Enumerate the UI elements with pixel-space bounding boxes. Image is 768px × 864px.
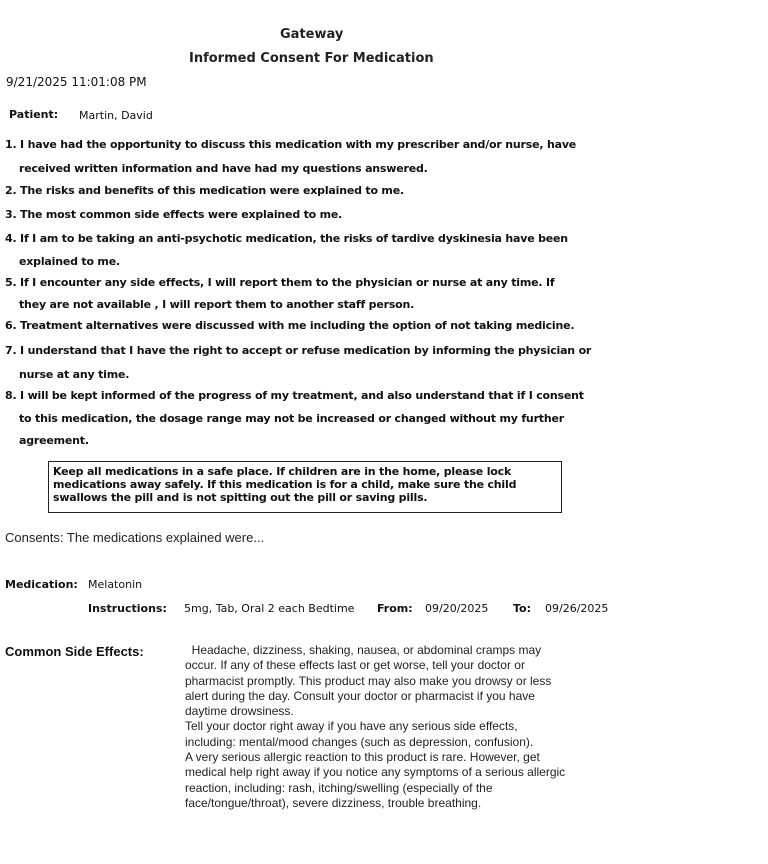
print-timestamp: 9/21/2025 11:01:08 PM bbox=[6, 75, 147, 89]
consents-text: Consents: The medications explained were... bbox=[5, 530, 265, 545]
safety-notice-box bbox=[48, 461, 562, 513]
instructions-label: Instructions: bbox=[88, 602, 167, 615]
consent-item-4: 4. If I am to be taking an anti-psychotic medication, the risks of tardive dyskinesia have been bbox=[5, 232, 568, 245]
consent-item-8-cont2: agreement. bbox=[19, 434, 89, 447]
document-title: Informed Consent For Medication bbox=[189, 51, 434, 66]
side-effects-line: pharmacist promptly. This product may also make you drowsy or less bbox=[185, 673, 552, 688]
side-effects-label: Common Side Effects: bbox=[5, 644, 144, 659]
side-effects-line: A very serious allergic reaction to this product is rare. However, get bbox=[185, 750, 540, 765]
to-label: To: bbox=[513, 602, 531, 615]
patient-label: Patient: bbox=[9, 108, 59, 121]
org-name: Gateway bbox=[280, 27, 344, 42]
side-effects-line: daytime drowsiness. bbox=[185, 704, 294, 719]
safety-notice-line: medications away safely. If this medication is for a child, make sure the child bbox=[53, 478, 517, 491]
side-effects-line: medical help right away if you notice any symptoms of a serious allergic bbox=[185, 765, 566, 780]
consent-item-3: 3. The most common side effects were explained to me. bbox=[5, 208, 343, 221]
consent-item-5: 5. If I encounter any side effects, I will report them to the physician or nurse at any time. If bbox=[5, 276, 555, 289]
consent-item-6: 6. Treatment alternatives were discussed with me including the option of not taking medicine. bbox=[5, 319, 575, 332]
side-effects-line: Tell your doctor right away if you have any serious side effects, bbox=[185, 719, 518, 734]
to-date: 09/26/2025 bbox=[545, 602, 609, 615]
consent-item-1-cont: received written information and have had my questions answered. bbox=[19, 162, 428, 175]
safety-notice-line: Keep all medications in a safe place. If children are in the home, please lock bbox=[53, 465, 512, 478]
side-effects-text bbox=[185, 643, 625, 811]
from-label: From: bbox=[377, 602, 413, 615]
side-effects-line: face/tongue/throat), severe dizziness, trouble breathing. bbox=[185, 795, 482, 810]
medication-label: Medication: bbox=[5, 578, 78, 591]
safety-notice-line: swallows the pill and is not spitting out the pill or saving pills. bbox=[53, 491, 428, 504]
side-effects-line: occur. If any of these effects last or get worse, tell your doctor or bbox=[185, 658, 525, 673]
side-effects-line: alert during the day. Consult your doctor or pharmacist if you have bbox=[185, 688, 535, 703]
from-date: 09/20/2025 bbox=[425, 602, 489, 615]
consent-item-1: 1. I have had the opportunity to discuss this medication with my prescriber and/or nurse, have bbox=[5, 138, 577, 151]
consent-item-8: 8. I will be kept informed of the progress of my treatment, and also understand that if I consent bbox=[5, 389, 584, 402]
patient-name: Martin, David bbox=[79, 109, 153, 122]
consent-item-7: 7. I understand that I have the right to accept or refuse medication by informing the physician or bbox=[5, 344, 592, 357]
side-effects-line: reaction, including: rash, itching/swelling (especially of the bbox=[185, 780, 493, 795]
consent-item-4-cont: explained to me. bbox=[19, 255, 120, 268]
consent-item-5-cont: they are not available , I will report them to another staff person. bbox=[19, 298, 415, 311]
consent-item-8-cont: to this medication, the dosage range may not be increased or changed without my further bbox=[19, 412, 564, 425]
side-effects-line: including: mental/mood changes (such as depression, confusion). bbox=[185, 734, 534, 749]
consent-item-7-cont: nurse at any time. bbox=[19, 368, 130, 381]
medication-name: Melatonin bbox=[88, 578, 143, 591]
consent-item-2: 2. The risks and benefits of this medication were explained to me. bbox=[5, 184, 404, 197]
side-effects-line: Headache, dizziness, shaking, nausea, or abdominal cramps may bbox=[185, 643, 542, 657]
instructions-value: 5mg, Tab, Oral 2 each Bedtime bbox=[184, 602, 355, 615]
